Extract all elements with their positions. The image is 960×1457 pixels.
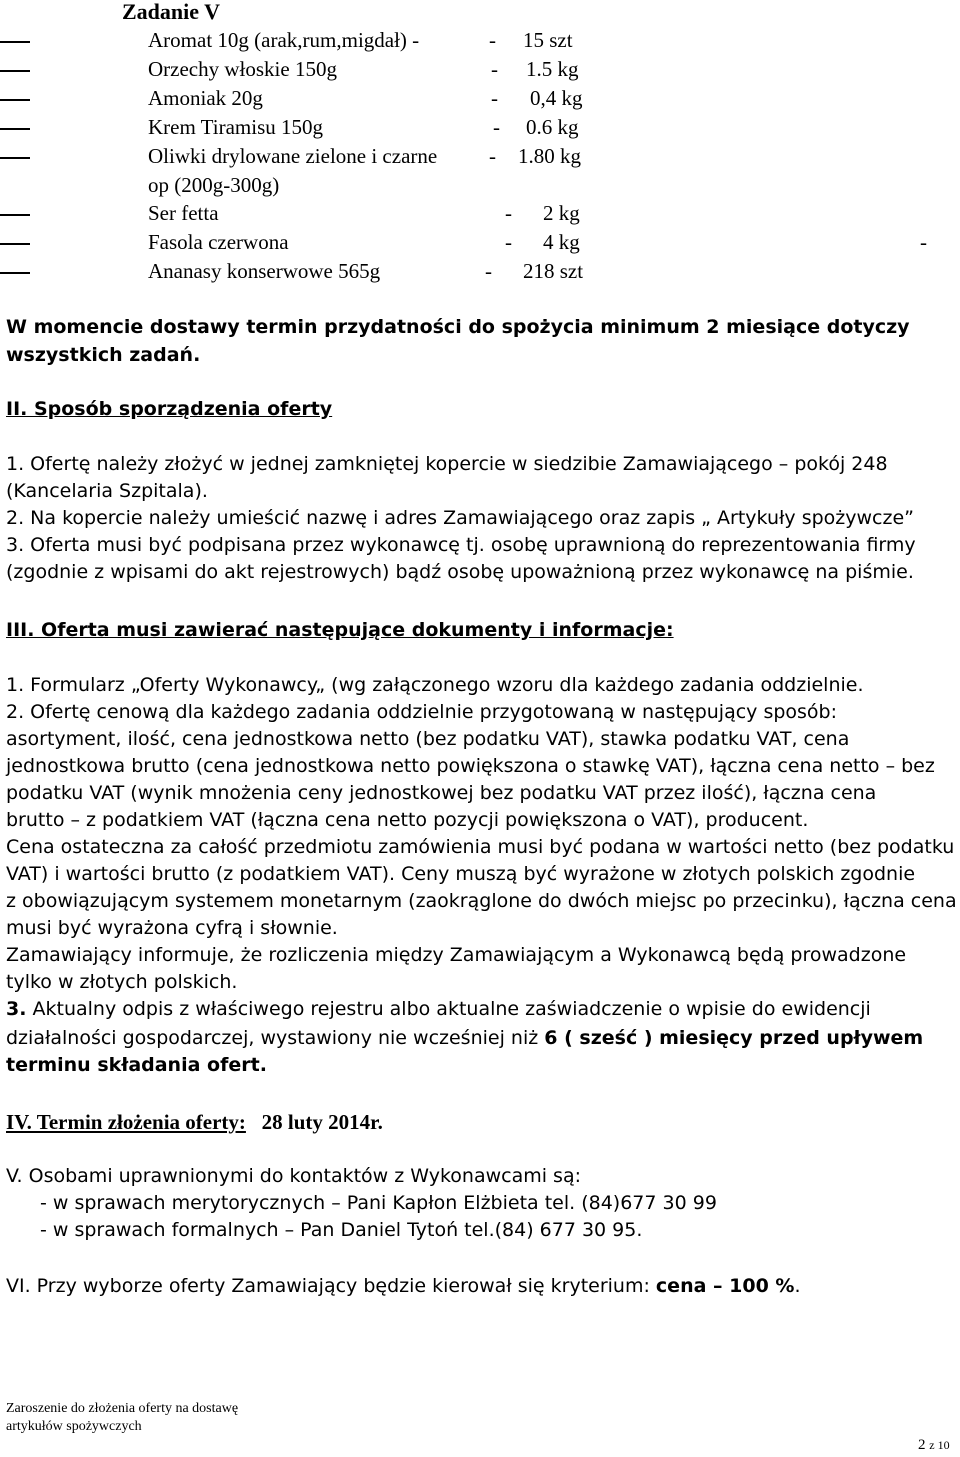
criteria-line: [6, 1277, 801, 1296]
page-current: 2: [918, 1437, 926, 1453]
item-separator: -: [505, 201, 512, 225]
paragraph-line: z obowiązującym systemem monetarnym (zaokrąglone do dwóch miejsc po przecinku), łączna cena: [6, 890, 957, 912]
item-name-continued: op (200g-300g): [148, 173, 280, 197]
paragraph-line: [6, 1000, 871, 1019]
section-heading: [6, 1112, 383, 1133]
dash-bullet: [0, 41, 30, 43]
item-separator: -: [489, 144, 496, 168]
paragraph-line: tylko w złotych polskich.: [6, 971, 238, 993]
item-separator: -: [485, 259, 492, 283]
criteria-value: cena – 100 %: [655, 1275, 795, 1297]
shelf-life-notice-cont: wszystkich zadań.: [6, 344, 201, 366]
item-quantity: 1.5 kg: [526, 57, 579, 81]
item-quantity: 0.6 kg: [526, 115, 579, 139]
item-quantity: 2 kg: [543, 201, 580, 225]
trailing-dash: -: [920, 230, 927, 254]
item-name: Amoniak 20g: [148, 86, 263, 110]
item-separator: -: [505, 230, 512, 254]
item-name: Aromat 10g (arak,rum,migdał) -: [148, 28, 420, 52]
footer-title-cont: artykułów spożywczych: [6, 1419, 142, 1434]
dash-bullet: [0, 128, 30, 130]
paragraph-line: Zamawiający informuje, że rozliczenia między Zamawiającym a Wykonawcą będą prowadzone: [6, 944, 907, 966]
bold-text: 6 ( sześć ) miesięcy przed upływem: [544, 1027, 924, 1049]
section-heading: V. Osobami uprawnionymi do kontaktów z Wykonawcami są:: [6, 1165, 582, 1187]
item-quantity: 218 szt: [523, 259, 584, 283]
shelf-life-notice: W momencie dostawy termin przydatności do spożycia minimum 2 miesiące dotyczy: [6, 316, 910, 338]
task-title: Zadanie V: [122, 0, 221, 24]
item-separator: -: [491, 86, 498, 110]
paragraph-line: Cena ostateczna za całość przedmiotu zamówienia musi być podana w wartości netto (bez podatku: [6, 836, 955, 858]
page-total: z 10: [929, 1438, 950, 1452]
item-name: Oliwki drylowane zielone i czarne: [148, 144, 438, 168]
footer-title: Zaroszenie do złożenia oferty na dostawę: [6, 1401, 239, 1416]
paragraph-line: terminu składania ofert.: [6, 1054, 267, 1076]
paragraph-line: musi być wyrażona cyfrą i słownie.: [6, 917, 338, 939]
item-name: Ananasy konserwowe 565g: [148, 259, 381, 283]
item-name: Ser fetta: [148, 201, 219, 225]
paragraph-line: [6, 1029, 923, 1048]
criteria-end: .: [794, 1275, 801, 1297]
paragraph-line: (zgodnie z wpisami do akt rejestrowych) bądź osobę upoważnioną przez wykonawcę na piśmie.: [6, 561, 914, 583]
paragraph-line: VAT) i wartości brutto (z podatkiem VAT). Ceny muszą być wyrażone w złotych polskich zgodnie: [6, 863, 916, 885]
deadline-date: 28 luty 2014r.: [261, 1110, 383, 1134]
contact-line: - w sprawach formalnych – Pan Daniel Tytoń tel.(84) 677 30 95.: [40, 1219, 643, 1241]
dash-bullet: [0, 99, 30, 101]
dash-bullet: [0, 243, 30, 245]
paragraph-text: Aktualny odpis z właściwego rejestru albo aktualne zaświadczenie o wpisie do ewidencji: [26, 998, 871, 1020]
criteria-text: VI. Przy wyborze oferty Zamawiający będzie kierował się kryterium:: [6, 1275, 656, 1297]
paragraph-line: 1. Formularz „Oferty Wykonawcy„ (wg załączonego wzoru dla każdego zadania oddzielnie.: [6, 674, 864, 696]
deadline-label: IV. Termin złożenia oferty:: [6, 1110, 246, 1134]
paragraph-line: (Kancelaria Szpitala).: [6, 480, 208, 502]
dash-bullet: [0, 214, 30, 216]
paragraph-line: brutto – z podatkiem VAT (łączna cena netto pozycji powiększona o VAT), producent.: [6, 809, 809, 831]
item-separator: -: [493, 115, 500, 139]
paragraph-line: 2. Na kopercie należy umieścić nazwę i adres Zamawiającego oraz zapis „ Artykuły spożywcze”: [6, 507, 914, 529]
paragraph-line: jednostkowa brutto (cena jednostkowa netto powiększona o stawkę VAT), łączna cena netto – bez: [6, 755, 935, 777]
contact-line: - w sprawach merytorycznych – Pani Kapłon Elżbieta tel. (84)677 30 99: [40, 1192, 717, 1214]
paragraph-line: podatku VAT (wynik mnożenia ceny jednostkowej bez podatku VAT przez ilość), łączna cena: [6, 782, 877, 804]
section-heading: II. Sposób sporządzenia oferty: [6, 398, 333, 420]
paragraph-text: działalności gospodarczej, wystawiony nie wcześniej niż: [6, 1027, 545, 1049]
dash-bullet: [0, 70, 30, 72]
item-separator: -: [491, 57, 498, 81]
dash-bullet: [0, 157, 30, 159]
item-number: 3.: [6, 998, 27, 1020]
paragraph-line: 3. Oferta musi być podpisana przez wykonawcę tj. osobę uprawnioną do reprezentowania firmy: [6, 534, 916, 556]
dash-bullet: [0, 272, 30, 274]
item-name: Orzechy włoskie 150g: [148, 57, 337, 81]
item-name: Fasola czerwona: [148, 230, 289, 254]
item-quantity: 15 szt: [523, 28, 573, 52]
section-heading: III. Oferta musi zawierać następujące dokumenty i informacje:: [6, 619, 674, 641]
paragraph-line: 1. Ofertę należy złożyć w jednej zamkniętej kopercie w siedzibie Zamawiającego – pokój 248: [6, 453, 888, 475]
page-number: [918, 1438, 950, 1453]
paragraph-line: 2. Ofertę cenową dla każdego zadania oddzielnie przygotowaną w następujący sposób:: [6, 701, 838, 723]
item-quantity: 0,4 kg: [530, 86, 583, 110]
item-quantity: 4 kg: [543, 230, 580, 254]
item-name: Krem Tiramisu 150g: [148, 115, 324, 139]
item-separator: -: [489, 28, 496, 52]
item-quantity: 1.80 kg: [518, 144, 581, 168]
paragraph-line: asortyment, ilość, cena jednostkowa netto (bez podatku VAT), stawka podatku VAT, cena: [6, 728, 850, 750]
